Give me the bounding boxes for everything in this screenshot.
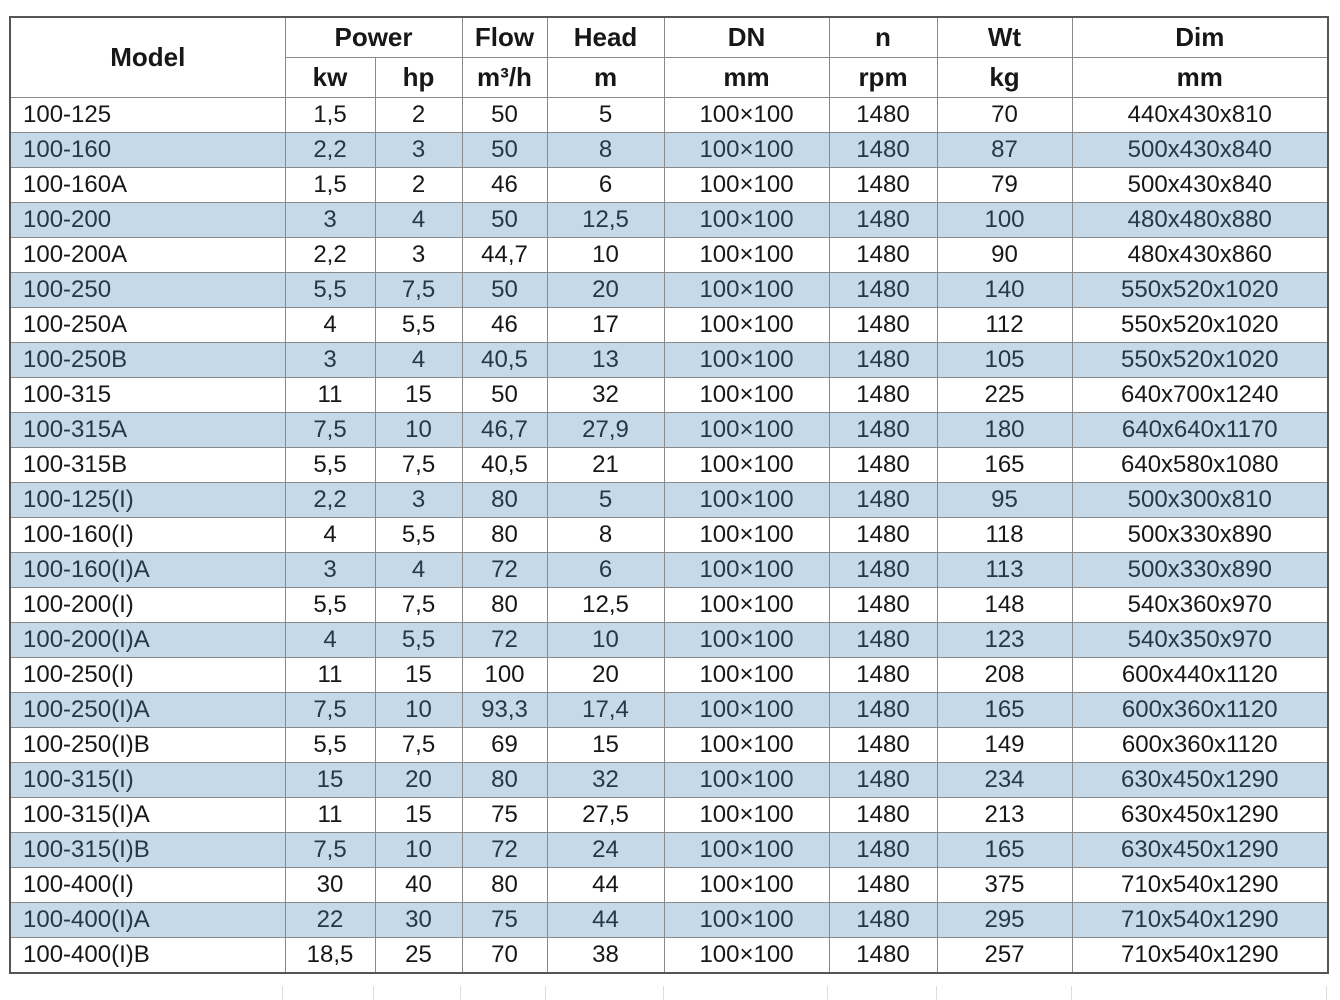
table-row	[10, 168, 1328, 203]
model-cell: 100-200	[10, 203, 285, 238]
head-cell: 6	[547, 168, 664, 203]
dim-cell: 640x580x1080	[1072, 448, 1328, 483]
power-kw-cell: 4	[285, 623, 375, 658]
table-row	[10, 693, 1328, 728]
wt-cell: 149	[937, 728, 1072, 763]
table-row	[10, 623, 1328, 658]
power-kw-cell: 5,5	[285, 448, 375, 483]
wt-cell: 213	[937, 798, 1072, 833]
flow-cell: 70	[462, 938, 547, 974]
flow-cell: 46	[462, 168, 547, 203]
dn-cell: 100×100	[664, 623, 829, 658]
col-header-wt: Wt	[937, 17, 1072, 58]
head-cell: 13	[547, 343, 664, 378]
wt-cell: 180	[937, 413, 1072, 448]
model-cell: 100-400(I)	[10, 868, 285, 903]
dim-cell: 630x450x1290	[1072, 833, 1328, 868]
power-kw-cell: 3	[285, 343, 375, 378]
table-row	[10, 518, 1328, 553]
power-hp-cell: 15	[375, 378, 462, 413]
n-rpm-cell: 1480	[829, 728, 937, 763]
dn-cell: 100×100	[664, 658, 829, 693]
table-row	[10, 343, 1328, 378]
head-cell: 8	[547, 518, 664, 553]
model-cell: 100-315(I)A	[10, 798, 285, 833]
power-hp-cell: 4	[375, 343, 462, 378]
col-header-power: Power	[285, 17, 462, 58]
table-row	[10, 938, 1328, 974]
unit-kw: kw	[285, 58, 375, 98]
head-cell: 8	[547, 133, 664, 168]
dim-cell: 500x430x840	[1072, 168, 1328, 203]
n-rpm-cell: 1480	[829, 763, 937, 798]
wt-cell: 70	[937, 98, 1072, 133]
head-cell: 20	[547, 658, 664, 693]
gridline-stub	[461, 986, 546, 1000]
wt-cell: 113	[937, 553, 1072, 588]
power-kw-cell: 7,5	[285, 693, 375, 728]
dim-cell: 600x360x1120	[1072, 728, 1328, 763]
table-body	[10, 98, 1328, 974]
gridline-stub	[664, 986, 829, 1000]
dn-cell: 100×100	[664, 133, 829, 168]
table-row	[10, 588, 1328, 623]
flow-cell: 75	[462, 903, 547, 938]
dim-cell: 480x480x880	[1072, 203, 1328, 238]
power-kw-cell: 7,5	[285, 413, 375, 448]
power-hp-cell: 7,5	[375, 728, 462, 763]
flow-cell: 80	[462, 483, 547, 518]
head-cell: 44	[547, 903, 664, 938]
unit-flow: m³/h	[462, 58, 547, 98]
unit-wt: kg	[937, 58, 1072, 98]
wt-cell: 295	[937, 903, 1072, 938]
n-rpm-cell: 1480	[829, 658, 937, 693]
model-cell: 100-315(I)B	[10, 833, 285, 868]
n-rpm-cell: 1480	[829, 938, 937, 974]
flow-cell: 75	[462, 798, 547, 833]
dim-cell: 550x520x1020	[1072, 343, 1328, 378]
wt-cell: 148	[937, 588, 1072, 623]
head-cell: 17	[547, 308, 664, 343]
head-cell: 17,4	[547, 693, 664, 728]
table-row	[10, 483, 1328, 518]
dn-cell: 100×100	[664, 448, 829, 483]
table-row	[10, 553, 1328, 588]
head-cell: 21	[547, 448, 664, 483]
flow-cell: 40,5	[462, 448, 547, 483]
flow-cell: 50	[462, 378, 547, 413]
power-hp-cell: 4	[375, 203, 462, 238]
power-kw-cell: 3	[285, 203, 375, 238]
dim-cell: 710x540x1290	[1072, 938, 1328, 974]
head-cell: 10	[547, 623, 664, 658]
model-cell: 100-250	[10, 273, 285, 308]
model-cell: 100-160	[10, 133, 285, 168]
gridline-stub	[1072, 986, 1327, 1000]
table-row	[10, 98, 1328, 133]
model-cell: 100-125(I)	[10, 483, 285, 518]
head-cell: 10	[547, 238, 664, 273]
n-rpm-cell: 1480	[829, 903, 937, 938]
flow-cell: 72	[462, 833, 547, 868]
power-kw-cell: 1,5	[285, 168, 375, 203]
power-kw-cell: 5,5	[285, 273, 375, 308]
table-row	[10, 413, 1328, 448]
n-rpm-cell: 1480	[829, 868, 937, 903]
gridline-stub	[937, 986, 1072, 1000]
n-rpm-cell: 1480	[829, 623, 937, 658]
power-hp-cell: 25	[375, 938, 462, 974]
dn-cell: 100×100	[664, 238, 829, 273]
model-cell: 100-315(I)	[10, 763, 285, 798]
dn-cell: 100×100	[664, 728, 829, 763]
power-hp-cell: 5,5	[375, 308, 462, 343]
n-rpm-cell: 1480	[829, 483, 937, 518]
model-cell: 100-315B	[10, 448, 285, 483]
n-rpm-cell: 1480	[829, 413, 937, 448]
head-cell: 15	[547, 728, 664, 763]
wt-cell: 225	[937, 378, 1072, 413]
power-hp-cell: 7,5	[375, 273, 462, 308]
model-cell: 100-400(I)A	[10, 903, 285, 938]
n-rpm-cell: 1480	[829, 553, 937, 588]
header-row-names	[10, 17, 1328, 58]
head-cell: 12,5	[547, 588, 664, 623]
model-cell: 100-200A	[10, 238, 285, 273]
dim-cell: 500x430x840	[1072, 133, 1328, 168]
head-cell: 32	[547, 763, 664, 798]
dn-cell: 100×100	[664, 903, 829, 938]
model-cell: 100-315A	[10, 413, 285, 448]
flow-cell: 100	[462, 658, 547, 693]
power-kw-cell: 11	[285, 378, 375, 413]
dn-cell: 100×100	[664, 868, 829, 903]
flow-cell: 50	[462, 133, 547, 168]
dn-cell: 100×100	[664, 308, 829, 343]
model-cell: 100-160(I)	[10, 518, 285, 553]
unit-dim: mm	[1072, 58, 1328, 98]
flow-cell: 69	[462, 728, 547, 763]
flow-cell: 40,5	[462, 343, 547, 378]
wt-cell: 87	[937, 133, 1072, 168]
power-kw-cell: 3	[285, 553, 375, 588]
power-kw-cell: 1,5	[285, 98, 375, 133]
power-kw-cell: 4	[285, 518, 375, 553]
model-cell: 100-250(I)A	[10, 693, 285, 728]
dim-cell: 540x360x970	[1072, 588, 1328, 623]
wt-cell: 95	[937, 483, 1072, 518]
gridline-stub	[828, 986, 936, 1000]
power-hp-cell: 15	[375, 658, 462, 693]
model-cell: 100-250A	[10, 308, 285, 343]
dn-cell: 100×100	[664, 413, 829, 448]
dim-cell: 630x450x1290	[1072, 763, 1328, 798]
flow-cell: 46,7	[462, 413, 547, 448]
power-kw-cell: 15	[285, 763, 375, 798]
head-cell: 24	[547, 833, 664, 868]
dim-cell: 640x640x1170	[1072, 413, 1328, 448]
power-hp-cell: 3	[375, 483, 462, 518]
dn-cell: 100×100	[664, 518, 829, 553]
table-row	[10, 658, 1328, 693]
dim-cell: 550x520x1020	[1072, 273, 1328, 308]
wt-cell: 79	[937, 168, 1072, 203]
power-kw-cell: 5,5	[285, 728, 375, 763]
flow-cell: 80	[462, 518, 547, 553]
power-hp-cell: 40	[375, 868, 462, 903]
table-row	[10, 868, 1328, 903]
table-row	[10, 308, 1328, 343]
flow-cell: 50	[462, 273, 547, 308]
power-hp-cell: 10	[375, 693, 462, 728]
power-kw-cell: 30	[285, 868, 375, 903]
power-hp-cell: 2	[375, 98, 462, 133]
flow-cell: 72	[462, 623, 547, 658]
power-hp-cell: 15	[375, 798, 462, 833]
flow-cell: 72	[462, 553, 547, 588]
model-cell: 100-250B	[10, 343, 285, 378]
head-cell: 6	[547, 553, 664, 588]
dn-cell: 100×100	[664, 273, 829, 308]
head-cell: 5	[547, 98, 664, 133]
power-hp-cell: 2	[375, 168, 462, 203]
head-cell: 38	[547, 938, 664, 974]
col-header-flow: Flow	[462, 17, 547, 58]
dn-cell: 100×100	[664, 693, 829, 728]
n-rpm-cell: 1480	[829, 308, 937, 343]
dn-cell: 100×100	[664, 343, 829, 378]
dn-cell: 100×100	[664, 203, 829, 238]
head-cell: 12,5	[547, 203, 664, 238]
flow-cell: 46	[462, 308, 547, 343]
wt-cell: 140	[937, 273, 1072, 308]
power-kw-cell: 18,5	[285, 938, 375, 974]
power-kw-cell: 2,2	[285, 483, 375, 518]
table-row	[10, 763, 1328, 798]
power-kw-cell: 11	[285, 658, 375, 693]
head-cell: 5	[547, 483, 664, 518]
table-row	[10, 133, 1328, 168]
n-rpm-cell: 1480	[829, 798, 937, 833]
flow-cell: 80	[462, 763, 547, 798]
power-kw-cell: 22	[285, 903, 375, 938]
table-row	[10, 903, 1328, 938]
wt-cell: 105	[937, 343, 1072, 378]
dn-cell: 100×100	[664, 763, 829, 798]
dim-cell: 550x520x1020	[1072, 308, 1328, 343]
flow-cell: 44,7	[462, 238, 547, 273]
col-header-head: Head	[547, 17, 664, 58]
table-row	[10, 448, 1328, 483]
model-cell: 100-315	[10, 378, 285, 413]
table-row	[10, 203, 1328, 238]
model-cell: 100-125	[10, 98, 285, 133]
wt-cell: 123	[937, 623, 1072, 658]
dn-cell: 100×100	[664, 833, 829, 868]
n-rpm-cell: 1480	[829, 448, 937, 483]
wt-cell: 234	[937, 763, 1072, 798]
dim-cell: 500x330x890	[1072, 518, 1328, 553]
head-cell: 20	[547, 273, 664, 308]
power-kw-cell: 5,5	[285, 588, 375, 623]
model-cell: 100-250(I)	[10, 658, 285, 693]
dn-cell: 100×100	[664, 588, 829, 623]
model-cell: 100-200(I)A	[10, 623, 285, 658]
dim-cell: 640x700x1240	[1072, 378, 1328, 413]
power-hp-cell: 20	[375, 763, 462, 798]
power-hp-cell: 4	[375, 553, 462, 588]
gridline-stub	[374, 986, 461, 1000]
flow-cell: 93,3	[462, 693, 547, 728]
unit-hp: hp	[375, 58, 462, 98]
dn-cell: 100×100	[664, 98, 829, 133]
head-cell: 32	[547, 378, 664, 413]
model-cell: 100-200(I)	[10, 588, 285, 623]
dim-cell: 630x450x1290	[1072, 798, 1328, 833]
model-cell: 100-160(I)A	[10, 553, 285, 588]
n-rpm-cell: 1480	[829, 588, 937, 623]
power-hp-cell: 10	[375, 413, 462, 448]
head-cell: 27,5	[547, 798, 664, 833]
dim-cell: 440x430x810	[1072, 98, 1328, 133]
power-kw-cell: 4	[285, 308, 375, 343]
power-kw-cell: 7,5	[285, 833, 375, 868]
dn-cell: 100×100	[664, 798, 829, 833]
model-cell: 100-400(I)B	[10, 938, 285, 974]
model-cell: 100-160A	[10, 168, 285, 203]
n-rpm-cell: 1480	[829, 518, 937, 553]
table-row	[10, 798, 1328, 833]
power-hp-cell: 10	[375, 833, 462, 868]
dim-cell: 500x330x890	[1072, 553, 1328, 588]
wt-cell: 165	[937, 833, 1072, 868]
flow-cell: 80	[462, 588, 547, 623]
power-hp-cell: 5,5	[375, 518, 462, 553]
wt-cell: 165	[937, 693, 1072, 728]
col-header-dn: DN	[664, 17, 829, 58]
n-rpm-cell: 1480	[829, 238, 937, 273]
dim-cell: 710x540x1290	[1072, 903, 1328, 938]
power-hp-cell: 7,5	[375, 588, 462, 623]
wt-cell: 375	[937, 868, 1072, 903]
power-hp-cell: 3	[375, 133, 462, 168]
n-rpm-cell: 1480	[829, 133, 937, 168]
wt-cell: 208	[937, 658, 1072, 693]
n-rpm-cell: 1480	[829, 693, 937, 728]
cutoff-next-row	[9, 986, 1327, 1000]
model-cell: 100-250(I)B	[10, 728, 285, 763]
col-header-dim: Dim	[1072, 17, 1328, 58]
dim-cell: 600x440x1120	[1072, 658, 1328, 693]
wt-cell: 90	[937, 238, 1072, 273]
table-row	[10, 273, 1328, 308]
gridline-stub	[9, 986, 283, 1000]
wt-cell: 118	[937, 518, 1072, 553]
wt-cell: 257	[937, 938, 1072, 974]
table-header	[10, 17, 1328, 98]
power-hp-cell: 3	[375, 238, 462, 273]
n-rpm-cell: 1480	[829, 273, 937, 308]
unit-n: rpm	[829, 58, 937, 98]
flow-cell: 50	[462, 98, 547, 133]
pump-spec-table-container	[9, 16, 1327, 974]
dn-cell: 100×100	[664, 483, 829, 518]
power-hp-cell: 30	[375, 903, 462, 938]
n-rpm-cell: 1480	[829, 98, 937, 133]
gridline-stub	[546, 986, 663, 1000]
dim-cell: 710x540x1290	[1072, 868, 1328, 903]
dim-cell: 540x350x970	[1072, 623, 1328, 658]
dn-cell: 100×100	[664, 553, 829, 588]
dn-cell: 100×100	[664, 378, 829, 413]
pump-spec-table	[9, 16, 1329, 974]
power-kw-cell: 11	[285, 798, 375, 833]
wt-cell: 165	[937, 448, 1072, 483]
power-hp-cell: 7,5	[375, 448, 462, 483]
unit-dn: mm	[664, 58, 829, 98]
table-row	[10, 238, 1328, 273]
col-header-n: n	[829, 17, 937, 58]
n-rpm-cell: 1480	[829, 168, 937, 203]
wt-cell: 100	[937, 203, 1072, 238]
flow-cell: 80	[462, 868, 547, 903]
n-rpm-cell: 1480	[829, 378, 937, 413]
table-row	[10, 728, 1328, 763]
n-rpm-cell: 1480	[829, 203, 937, 238]
wt-cell: 112	[937, 308, 1072, 343]
unit-head: m	[547, 58, 664, 98]
table-row	[10, 833, 1328, 868]
dim-cell: 600x360x1120	[1072, 693, 1328, 728]
flow-cell: 50	[462, 203, 547, 238]
head-cell: 27,9	[547, 413, 664, 448]
n-rpm-cell: 1480	[829, 833, 937, 868]
n-rpm-cell: 1480	[829, 343, 937, 378]
power-hp-cell: 5,5	[375, 623, 462, 658]
col-header-model: Model	[10, 17, 285, 98]
gridline-stub	[283, 986, 373, 1000]
dn-cell: 100×100	[664, 168, 829, 203]
dn-cell: 100×100	[664, 938, 829, 974]
table-row	[10, 378, 1328, 413]
dim-cell: 480x430x860	[1072, 238, 1328, 273]
power-kw-cell: 2,2	[285, 238, 375, 273]
head-cell: 44	[547, 868, 664, 903]
dim-cell: 500x300x810	[1072, 483, 1328, 518]
power-kw-cell: 2,2	[285, 133, 375, 168]
